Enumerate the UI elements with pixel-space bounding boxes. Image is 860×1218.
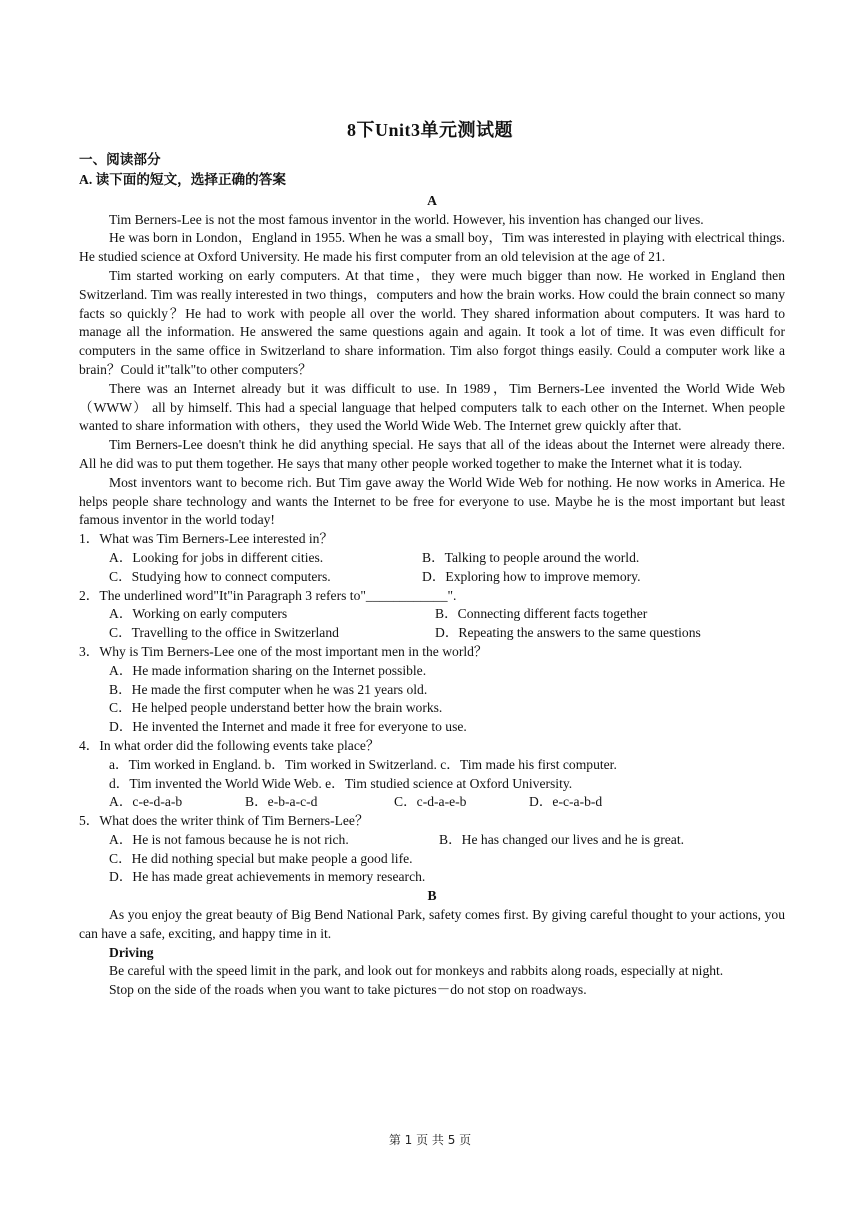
event-list: a．Tim worked in England. b．Tim worked in Switzerland. c．Tim made his first computer. xyxy=(109,756,617,772)
option-row xyxy=(79,624,785,643)
page-footer: 第 1 页 共 5 页 xyxy=(388,1133,472,1147)
option-c: C．He helped people understand better how the brain works. xyxy=(109,700,443,716)
option-a: A．c-e-d-a-b xyxy=(109,794,183,810)
option-row xyxy=(79,831,785,850)
option-c: C．Studying how to connect computers. xyxy=(109,568,331,584)
question-stem: 1．What was Tim Berners-Lee interested in？ xyxy=(79,531,334,547)
option-c: C．Travelling to the office in Switzerland xyxy=(109,625,339,641)
option-b: B．He has changed our lives and he is great. xyxy=(439,831,684,847)
option-d: D．He has made great achievements in memory research. xyxy=(109,869,426,885)
option-d: D．He invented the Internet and made it free for everyone to use. xyxy=(109,719,467,735)
option-c: C．He did nothing special but make people a good life. xyxy=(109,850,413,866)
question-stem: 4．In what order did the following events take place？ xyxy=(79,737,380,753)
passage-a-paragraph: Tim started working on early computers. At that time，they were much bigger than now. He worked in England then Switzerland. Tim was really interested in two things，computers and how the brain works. How could the brain connect so many facts so quickly？He had to work with people all over the world. They shared information about computers. It was hard to manage all the information. He answered the same questions again and again. It took a lot of time. It was even difficult for computers in the same office in Switzerland to share information. Tim also forgot things easily. Could a computer work like a brain？Could it"talk"to other computers？ xyxy=(79,267,785,377)
passage-a-paragraph: He was born in London，England in 1955. When he was a small boy，Tim was interested in playing with electrical things. He studied science at Oxford University. He made his first computer from an old television at the age of 21. xyxy=(79,230,785,265)
passage-b-paragraph: Be careful with the speed limit in the park, and look out for monkeys and rabbits along roads, especially at night. xyxy=(109,963,724,979)
passage-a-heading: A xyxy=(427,192,437,208)
option-a: A．Working on early computers xyxy=(109,606,288,622)
question-stem: 5．What does the writer think of Tim Berners-Lee？ xyxy=(79,813,369,829)
passage-a-paragraph: Most inventors want to become rich. But Tim gave away the World Wide Web for nothing. He now works in America. He helps people share technology and wants the Internet to be free for everyone to use. Maybe he is the most important but least famous inventor in the world today! xyxy=(79,474,785,528)
option-row xyxy=(79,549,785,568)
question-stem: 2．The underlined word"It"in Paragraph 3 refers to"____________". xyxy=(79,587,457,603)
option-b: B．Connecting different facts together xyxy=(435,606,648,622)
option-b: B．He made the first computer when he was 21 years old. xyxy=(109,681,428,697)
option-row xyxy=(79,568,785,587)
event-list: d．Tim invented the World Wide Web. e．Tim studied science at Oxford University. xyxy=(109,775,573,791)
option-d: D．Exploring how to improve memory. xyxy=(422,568,641,584)
passage-b-heading: B xyxy=(427,888,437,904)
option-b: B．e-b-a-c-d xyxy=(245,794,318,810)
passage-b-subheading: Driving xyxy=(109,944,154,960)
document-body xyxy=(79,151,785,1000)
option-c: C．c-d-a-e-b xyxy=(394,794,467,810)
option-row xyxy=(79,605,785,624)
part-a-instruction: A. 读下面的短文，选择正确的答案 xyxy=(79,171,286,187)
option-a: A．Looking for jobs in different cities. xyxy=(109,549,324,565)
passage-a-paragraph: Tim Berners-Lee doesn't think he did anything special. He says that all of the ideas about the Internet were already there. All he did was to put them together. He says that many other people worked together to make the Internet what it is today. xyxy=(79,437,785,471)
option-d: D．e-c-a-b-d xyxy=(529,794,603,810)
passage-b-intro: As you enjoy the great beauty of Big Bend National Park, safety comes first. By giving careful thought to your actions, you can have a safe, exciting, and happy time in it. xyxy=(79,907,785,941)
section-heading: 一、阅读部分 xyxy=(79,152,161,167)
option-row xyxy=(79,793,785,812)
page-title: 8下Unit3单元测试题 xyxy=(346,120,513,140)
question-stem: 3．Why is Tim Berners-Lee one of the most important men in the world？ xyxy=(79,643,488,659)
passage-a-paragraph: Tim Berners-Lee is not the most famous inventor in the world. However, his invention has changed our lives. xyxy=(109,211,704,227)
option-d: D．Repeating the answers to the same questions xyxy=(435,625,701,641)
option-a: A．He is not famous because he is not rich. xyxy=(109,831,349,847)
passage-a-paragraph: There was an Internet already but it was difficult to use. In 1989，Tim Berners-Lee invented the World Wide Web（WWW） all by himself. This had a special language that helped computers talk to each other on the Internet. When people wanted to share information with others，they used the World Wide Web. The Internet grew quickly after that. xyxy=(79,380,785,434)
option-b: B．Talking to people around the world. xyxy=(422,549,640,565)
passage-b-paragraph: Stop on the side of the roads when you want to take pictures－do not stop on roadways. xyxy=(109,982,587,998)
option-a: A．He made information sharing on the Internet possible. xyxy=(109,662,427,678)
